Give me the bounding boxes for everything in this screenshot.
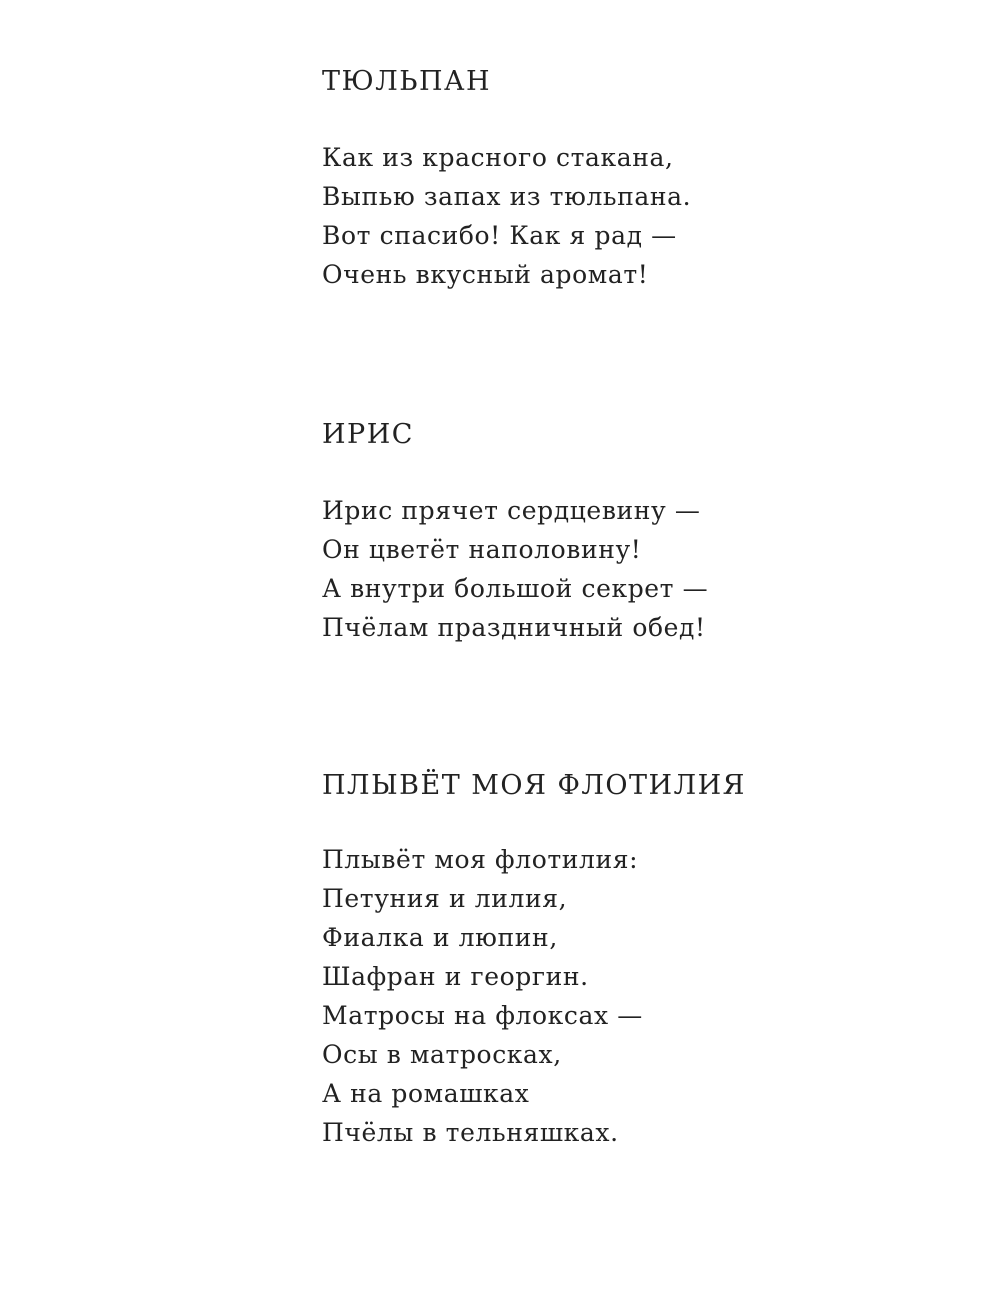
- poem-line: А на ромашках: [322, 1079, 530, 1108]
- poem-line: Осы в матросках,: [322, 1040, 562, 1069]
- poem-title: ТЮЛЬПАН: [322, 66, 491, 97]
- poem-line: Пчёлам праздничный обед!: [322, 613, 706, 642]
- poem-stanza: [322, 138, 691, 294]
- poem-line: Шафран и георгин.: [322, 962, 589, 991]
- poem-line: Как из красного стакана,: [322, 143, 674, 172]
- poem-line: Выпью запах из тюльпана.: [322, 182, 692, 211]
- poem-line: Плывёт моя флотилия:: [322, 845, 639, 874]
- poem-line: Фиалка и люпин,: [322, 923, 558, 952]
- poem-line: Он цветёт наполовину!: [322, 535, 642, 564]
- poem-stanza: [322, 840, 746, 1152]
- poem-line: А внутри большой секрет —: [322, 574, 709, 603]
- poem-title: ИРИС: [322, 419, 414, 450]
- poem-flotilla: [322, 770, 746, 1152]
- poem-iris: [322, 419, 708, 647]
- poem-line: Матросы на флоксах —: [322, 1001, 643, 1030]
- poem-line: Петуния и лилия,: [322, 884, 568, 913]
- poem-title: ПЛЫВЁТ МОЯ ФЛОТИЛИЯ: [322, 770, 746, 801]
- poem-tulip: [322, 66, 691, 294]
- poem-line: Ирис прячет сердцевину —: [322, 496, 701, 525]
- poem-stanza: [322, 491, 708, 647]
- poem-line: Вот спасибо! Как я рад —: [322, 221, 677, 250]
- poem-line: Пчёлы в тельняшках.: [322, 1118, 619, 1147]
- poem-line: Очень вкусный аромат!: [322, 260, 649, 289]
